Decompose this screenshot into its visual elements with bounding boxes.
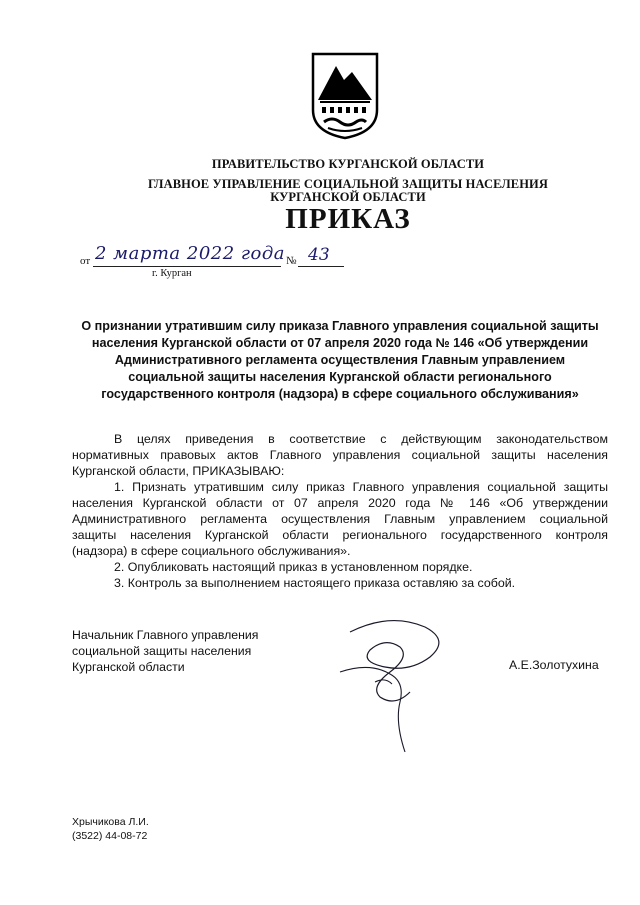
title-line: О признании утратившим силу приказа Главного управления социальной защиты [81, 319, 599, 333]
preamble-line: нормативных правовых актов Главного управления социальной защиты населения [72, 448, 608, 462]
title-line: государственного контроля (надзора) в сфере социального обслуживания» [101, 387, 579, 401]
signatory-name: А.Е.Золотухина [509, 658, 599, 672]
date-prefix: от [80, 255, 91, 267]
title-line: населения Курганской области от 07 апреля 2020 года № 146 «Об утверждении [91, 336, 589, 350]
number-underline [298, 266, 344, 267]
number-label: № [286, 255, 297, 267]
preamble-line: В целях приведения в соответствие с действующим законодательством [114, 432, 608, 446]
item1-line: населения Курганской области от 07 апреля 2020 года № 146 «Об утверждении [72, 496, 608, 510]
position-line: Курганской области [72, 660, 185, 674]
organization-name-line3: КУРГАНСКОЙ ОБЛАСТИ [270, 190, 426, 204]
organization-name-line1: ПРАВИТЕЛЬСТВО КУРГАНСКОЙ ОБЛАСТИ [211, 157, 485, 171]
item3-line: 3. Контроль за выполнением настоящего приказа оставляю за собой. [114, 576, 516, 590]
city-label: г. Курган [152, 268, 192, 279]
item1-line: Административного регламента осуществления Главным управлением социальной [72, 512, 608, 526]
position-line: Начальник Главного управления [72, 628, 259, 642]
item1-line: 1. Признать утратившим силу приказ Главного управления социальной защиты [114, 480, 608, 494]
title-line: Административного регламента осуществления Главным управлением [114, 353, 566, 367]
handwritten-number: 43 [308, 245, 330, 265]
preamble-line: Курганской области, ПРИКАЗЫВАЮ: [72, 464, 285, 478]
kurgan-region-coat-of-arms-icon [310, 52, 380, 140]
date-underline [93, 266, 281, 267]
position-line: социальной защиты населения [72, 644, 252, 658]
executor-info [72, 815, 149, 843]
order-title [70, 318, 610, 403]
executor-name: Хрычикова Л.И. [72, 816, 149, 828]
organization-name-line2: ГЛАВНОЕ УПРАВЛЕНИЕ СОЦИАЛЬНОЙ ЗАЩИТЫ НАСЕЛЕНИЯ [148, 177, 548, 191]
executor-phone: (3522) 44-08-72 [72, 830, 148, 842]
title-line: социальной защиты населения Курганской области регионального [128, 370, 552, 384]
document-type-title: ПРИКАЗ [285, 203, 411, 235]
order-body [72, 431, 608, 591]
item2-line: 2. Опубликовать настоящий приказ в установленном порядке. [114, 560, 473, 574]
item1-line: (надзора) в сфере социального обслуживания». [72, 544, 351, 558]
handwritten-date: 2 марта 2022 года [95, 243, 285, 264]
signatory-position [72, 627, 258, 675]
item1-line: защиты населения Курганской области регионального государственного контроля [72, 528, 608, 542]
handwritten-signature [330, 612, 460, 762]
